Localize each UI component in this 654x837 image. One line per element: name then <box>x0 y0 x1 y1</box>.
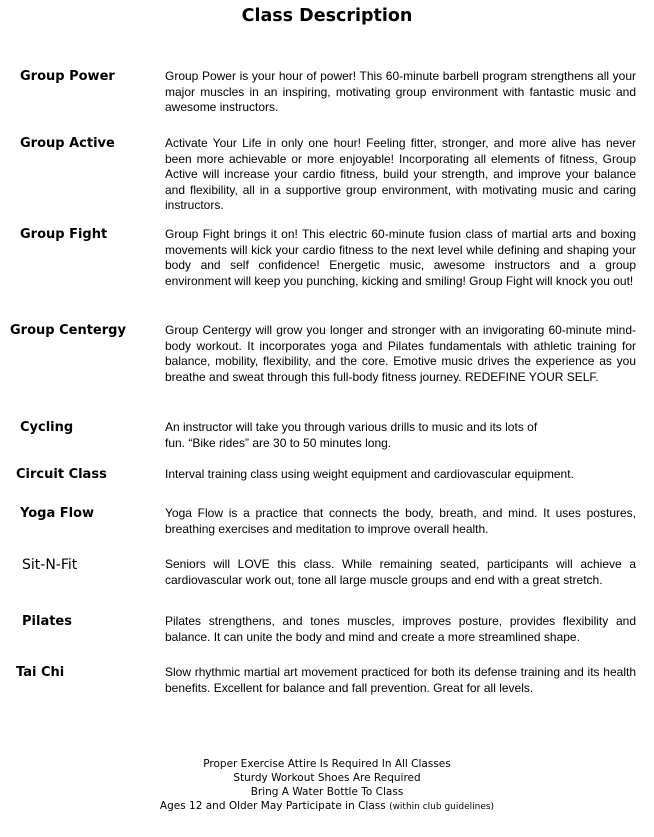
class-description: Interval training class using weight equipment and cardiovascular equipment. <box>165 467 574 481</box>
footer-note-ages-main: Ages 12 and Older May Participate in Class <box>159 800 386 812</box>
class-name: Group Power <box>20 69 115 84</box>
class-description: Group Power is your hour of power! This 60-minute barbell program strengthens all your major muscles in an inspiring, motivating group environment with fantastic music and awesome instructors. <box>165 69 636 114</box>
footer-note: Proper Exercise Attire Is Required In All Classes <box>203 758 451 770</box>
class-description: Group Fight brings it on! This electric 60-minute fusion class of martial arts and boxing movements will kick your cardio fitness to the next level while defining and shaping your body and self confidence! Energetic music, awesome instructors and a group environment will keep you punching, kicking and smiling! Group Fight will knock you out! <box>165 227 636 288</box>
class-description: Seniors will LOVE this class. While remaining seated, participants will achieve a cardiovascular work out, tone all large muscle groups and end with a great stretch. <box>165 557 636 587</box>
class-name: Group Active <box>20 136 115 151</box>
class-name: Group Fight <box>20 227 108 242</box>
class-description <box>165 420 636 451</box>
class-description: Activate Your Life in only one hour! Feeling fitter, stronger, and more alive has never been more achievable or more enjoyable! Incorporating all elements of fitness, Group Active will increase your cardio fitness, build your strength, and improve your balance and flexibility, all in a supportive group environment, with motivating music and caring instructors. <box>165 136 636 212</box>
class-name: Sit-N-Fit <box>22 557 78 573</box>
class-name: Pilates <box>22 614 72 629</box>
class-description: Yoga Flow is a practice that connects the body, breath, and mind. It uses postures, breathing exercises and meditation to improve overall health. <box>165 506 636 536</box>
class-name: Circuit Class <box>16 467 107 482</box>
footer-note-ages <box>0 799 654 814</box>
footer-note: Bring A Water Bottle To Class <box>250 786 404 798</box>
footer-notes <box>0 757 654 814</box>
class-description: Slow rhythmic martial art movement practiced for both its defense training and its health benefits. Excellent for balance and fall prevention. Great for all levels. <box>165 665 636 695</box>
footer-note: Sturdy Workout Shoes Are Required <box>233 772 421 784</box>
class-name: Group Centergy <box>10 323 126 338</box>
class-description-line: fun. “Bike rides” are 30 to 50 minutes long. <box>165 435 392 450</box>
class-name: Yoga Flow <box>20 506 95 521</box>
footer-note-ages-qualifier: (within club guidelines) <box>389 802 495 812</box>
class-description-line: An instructor will take you through various drills to music and its lots of <box>165 420 538 434</box>
page-title: Class Description <box>241 6 413 26</box>
class-description: Group Centergy will grow you longer and stronger with an invigorating 60-minute mind-body workout. It incorporates yoga and Pilates fundamentals with athletic training for balance, mobility, flexibility, and the core. Emotive music drives the experience as you breathe and sweat through this full-body fitness journey. REDEFINE YOUR SELF. <box>165 323 636 384</box>
class-name: Cycling <box>20 420 74 435</box>
class-description: Pilates strengthens, and tones muscles, improves posture, provides flexibility and balance. It can unite the body and mind and create a more streamlined shape. <box>165 614 636 644</box>
class-name: Tai Chi <box>16 665 65 680</box>
